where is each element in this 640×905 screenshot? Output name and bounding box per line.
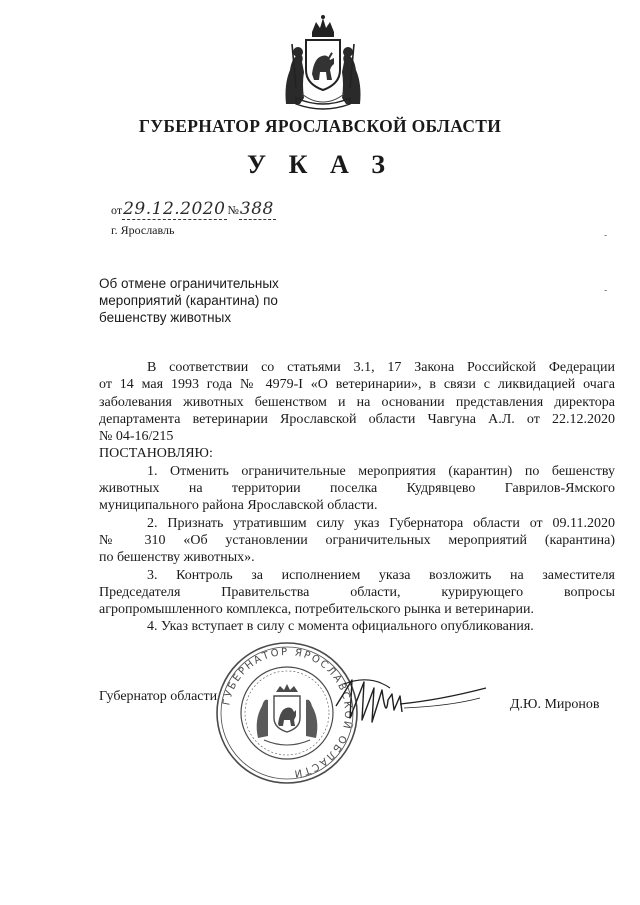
number-label: № xyxy=(227,203,239,217)
item-line: № 310 «Об установлении ограничительных мероприятий (карантина) xyxy=(99,532,615,548)
body-line: от 14 мая 1993 года № 4979-I «О ветеринарии», в связи с ликвидацией очага xyxy=(99,377,615,393)
body-line: № 04-16/215 xyxy=(99,429,174,445)
body-line: департамента ветеринарии Ярославской области Чавгуна А.Л. от 22.12.2020 xyxy=(99,411,615,427)
item-line: Председателя Правительства области, курирующего вопросы xyxy=(99,584,615,600)
signatory-name: Д.Ю. Миронов xyxy=(510,697,600,712)
item-line: муниципального района Ярославской области. xyxy=(99,498,378,514)
body-line: заболевания животных бешенством и на основании представления директора xyxy=(99,394,615,410)
document-type-title: У К А З xyxy=(247,150,393,179)
from-label: от xyxy=(111,203,123,217)
item-line: животных на территории поселка Кудрявцево Гаврилов-Ямского xyxy=(99,481,615,497)
city-label: г. Ярославль xyxy=(111,223,175,237)
scan-mark: - xyxy=(604,230,608,241)
item-line: 2. Признать утратившим силу указ Губернатора области от 09.11.2020 xyxy=(147,515,615,531)
item-line: 3. Контроль за исполнением указа возложить на заместителя xyxy=(147,567,615,583)
registration-line xyxy=(111,199,276,220)
body-line: В соответствии со статьями 3.1, 17 Закона Российской Федерации xyxy=(147,360,615,375)
subject-line: мероприятий (карантина) по xyxy=(99,293,278,308)
coat-of-arms-icon xyxy=(282,14,364,114)
signatory-position: Губернатор области xyxy=(99,689,218,704)
seal-text: ГУБЕРНАТОР ЯРОСЛАВСКОЙ ОБЛАСТИ xyxy=(221,646,354,779)
document-number: 388 xyxy=(239,199,274,219)
governor-heading: ГУБЕРНАТОР ЯРОСЛАВСКОЙ ОБЛАСТИ xyxy=(138,116,502,136)
item-line: 4. Указ вступает в силу с момента официального опубликования. xyxy=(147,619,534,635)
item-line: 1. Отменить ограничительные мероприятия (карантин) по бешенству xyxy=(147,463,615,479)
scan-mark: - xyxy=(604,285,608,296)
item-line: по бешенству животных». xyxy=(99,550,255,566)
resolve-heading: ПОСТАНОВЛЯЮ: xyxy=(99,446,213,462)
item-line: агропромышленного комплекса, потребительского рынка и ветеринарии. xyxy=(99,602,535,618)
document-body xyxy=(99,359,615,636)
handwritten-signature-icon xyxy=(330,660,490,740)
document-subject xyxy=(99,275,339,326)
subject-line: Об отмене ограничительных xyxy=(99,276,279,291)
subject-line: бешенству животных xyxy=(99,310,232,325)
document-date: 29.12.2020 xyxy=(123,199,226,219)
